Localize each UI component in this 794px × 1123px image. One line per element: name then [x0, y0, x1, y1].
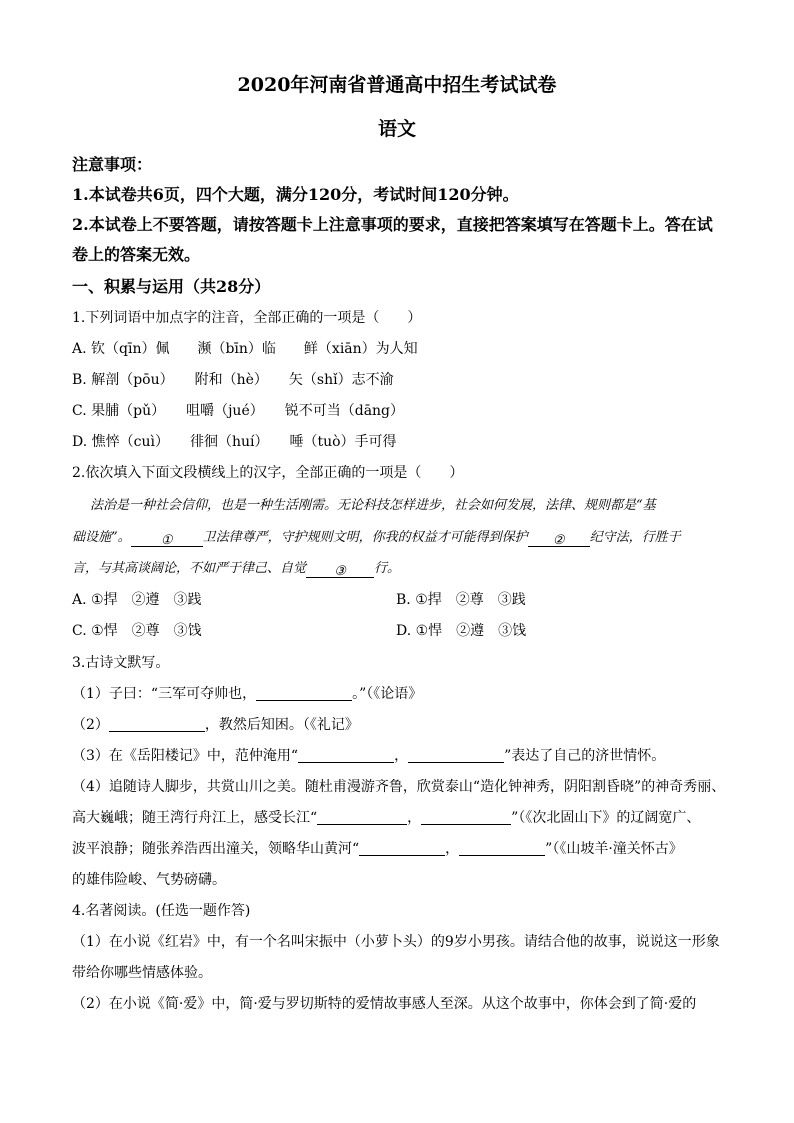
question-3-item-4-cont: [72, 807, 700, 827]
question-3-item-2: [72, 714, 359, 734]
question-1-stem: 1.下列词语中加点字的注音，全部正确的一项是（ ）: [72, 310, 422, 326]
item-text: ”（《山坡羊·潼关怀古》: [545, 841, 683, 857]
passage-line-1: 法治是一种社会信仰，也是一种生活刚需。无论科技怎样进步，社会如何发展，法律、规则都是“基: [90, 498, 656, 513]
item-text: ”表达了自己的济世情怀。: [504, 748, 666, 764]
answer-blank: [298, 748, 394, 763]
blank-3: ③: [306, 564, 374, 578]
question-4-item-2: （2）在小说《简·爱》中，简·爱与罗切斯特的爱情故事感人至深。从这个故事中，你体会到了简·爱的: [72, 996, 697, 1012]
item-text: ，: [394, 748, 409, 764]
question-3-item-4-cont: 的雄伟险峻、气势磅礴。: [72, 872, 226, 888]
question-1-option-b: B. 解剖（pōu） 附和（hè） 矢（shǐ）志不渝: [72, 372, 394, 388]
exam-subject: 语文: [377, 118, 416, 140]
answer-blank: [256, 686, 352, 701]
question-3-item-4: （4）追随诗人脚步，共赏山川之美。随杜甫漫游齐鲁，欣赏泰山“造化钟神秀，阴阳割昏晓”的神奇秀丽、: [72, 779, 726, 795]
answer-blank: [317, 810, 407, 825]
question-3-item-1: [72, 683, 422, 703]
answer-blank: [408, 748, 504, 763]
passage-text: 卫法律尊严，守护规则文明，你我的权益才可能得到保护: [202, 530, 528, 545]
question-3-stem: 3.古诗文默写。: [72, 655, 170, 671]
passage-line-3: [72, 557, 400, 578]
question-2-option-d: D. ①悍 ②遵 ③饯: [396, 623, 527, 639]
question-1-option-a: A. 钦（qīn）佩 濒（bīn）临 鲜（xiān）为人知: [72, 341, 418, 357]
notice-item-1: 1.本试卷共6页，四个大题，满分120分，考试时间120分钟。: [72, 185, 519, 204]
item-text: ，教然后知困。（《礼记》: [204, 717, 359, 733]
question-2-option-c: C. ①悍 ②尊 ③饯: [72, 623, 202, 639]
item-text: 。”（《论语》: [352, 686, 423, 702]
passage-line-2: [72, 526, 681, 547]
question-4-item-1: （1）在小说《红岩》中，有一个名叫宋振中（小萝卜头）的9岁小男孩。请结合他的故事，说说这一形象: [72, 934, 720, 950]
passage-text: 行。: [374, 561, 401, 576]
blank-2: ②: [528, 533, 590, 547]
question-1-option-d: D. 憔悴（cuì） 徘徊（huí） 唾（tuò）手可得: [72, 434, 397, 450]
answer-blank: [109, 717, 205, 732]
item-text: （2）: [72, 717, 109, 733]
blank-1: ①: [131, 533, 203, 547]
notice-heading: 注意事项：: [72, 155, 153, 174]
question-4-stem: 4.名著阅读。(任选一题作答): [72, 903, 251, 919]
item-text: （3）在《岳阳楼记》中，范仲淹用“: [72, 748, 299, 764]
notice-item-2: 2.本试卷上不要答题，请按答题卡上注意事项的要求，直接把答案填写在答题卡上。答在试: [72, 215, 713, 234]
answer-blank: [421, 810, 511, 825]
passage-text: 础设施”。: [72, 530, 131, 545]
question-2-option-a: A. ①捍 ②遵 ③践: [72, 592, 202, 608]
item-text: 波平浪静；随张养浩西出潼关，领略华山黄河“: [72, 841, 360, 857]
item-text: （1）子曰：“三军可夺帅也，: [72, 686, 257, 702]
exam-title: 2020年河南省普通高中招生考试试卷: [237, 74, 557, 96]
question-2-stem: 2.依次填入下面文段横线上的汉字，全部正确的一项是（ ）: [72, 465, 464, 481]
section-heading: 一、积累与运用（共28分）: [72, 277, 271, 296]
question-2-option-b: B. ①捍 ②尊 ③践: [396, 592, 526, 608]
notice-item-2-cont: 卷上的答案无效。: [72, 245, 201, 264]
question-1-option-c: C. 果脯（pǔ） 咀嚼（jué） 锐不可当（dāng）: [72, 403, 405, 419]
item-text: ，: [445, 841, 460, 857]
answer-blank: [459, 841, 545, 856]
passage-text: 纪守法，行胜于: [589, 530, 681, 545]
item-text: 高大巍峨；随王湾行舟江上，感受长江“: [72, 810, 318, 826]
question-3-item-3: [72, 745, 665, 765]
question-4-item-1-cont: 带给你哪些情感体验。: [72, 965, 212, 981]
item-text: ”（《次北固山下》的辽阔宽广、: [511, 810, 701, 826]
answer-blank: [359, 841, 445, 856]
item-text: ，: [407, 810, 422, 826]
passage-text: 言，与其高谈阔论，不如严于律己、自觉: [72, 561, 307, 576]
question-3-item-4-cont: [72, 838, 683, 858]
